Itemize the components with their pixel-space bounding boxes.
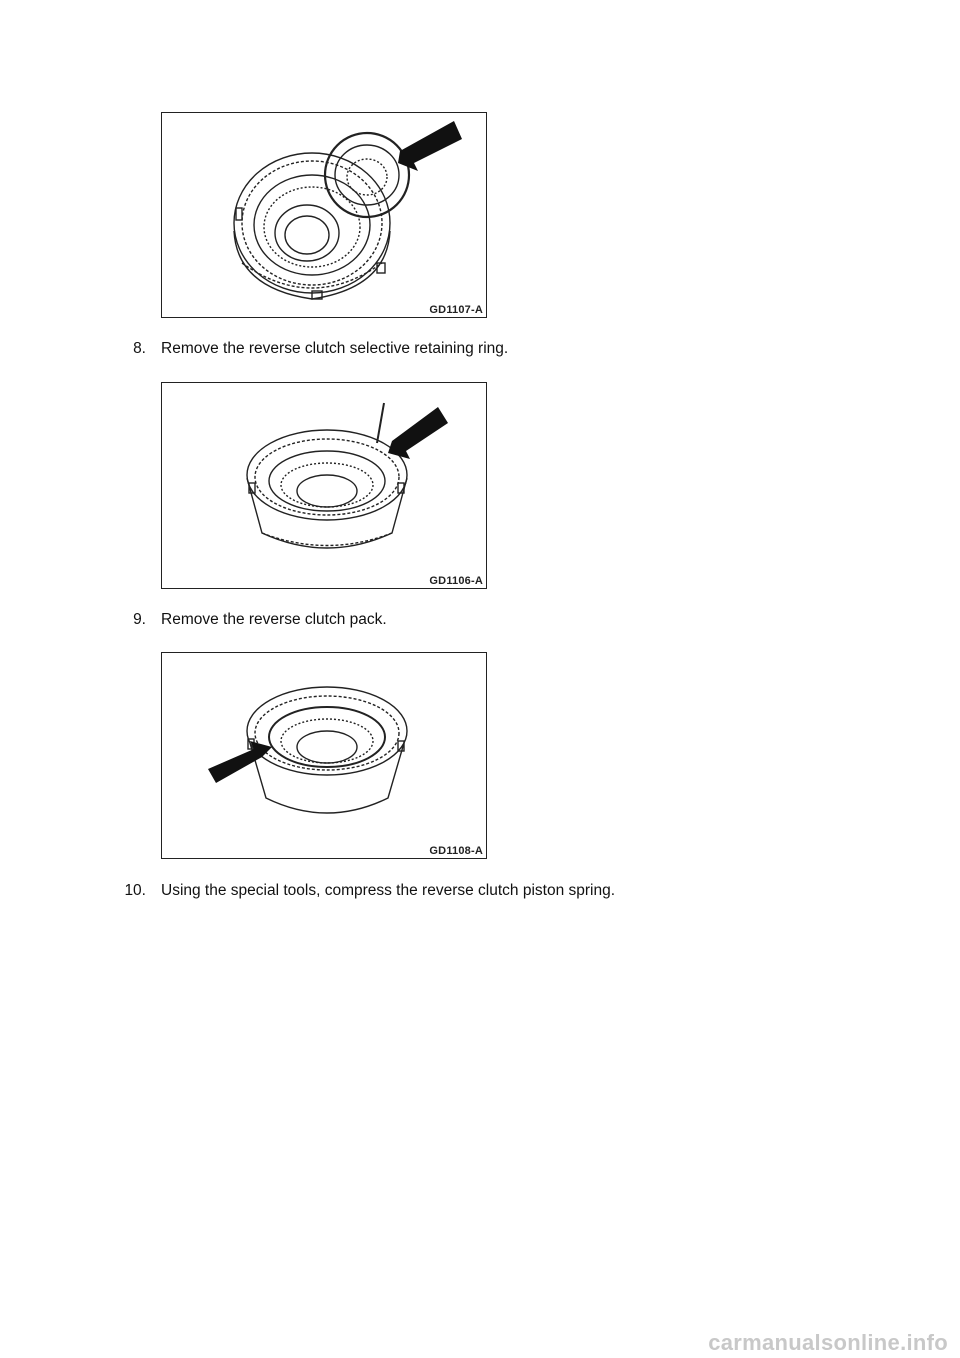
- clutch-pack-illustration: [162, 653, 487, 859]
- step-text: Using the special tools, compress the reverse clutch piston spring.: [161, 882, 616, 899]
- figure-gd1108: [161, 652, 487, 859]
- step-text: Remove the reverse clutch pack.: [161, 611, 387, 628]
- figure-code: GD1108-A: [429, 845, 483, 857]
- step-number: 9.: [133, 611, 146, 628]
- clutch-drum-retaining-ring-illustration: [162, 383, 487, 589]
- figure-gd1107: [161, 112, 487, 318]
- figure-code: GD1107-A: [429, 304, 483, 316]
- figure-gd1106: [161, 382, 487, 589]
- clutch-drum-with-ring-illustration: [162, 113, 487, 318]
- watermark: carmanualsonline.info: [708, 1330, 948, 1355]
- step-number: 10.: [124, 882, 146, 899]
- step-text: Remove the reverse clutch selective retaining ring.: [161, 340, 509, 357]
- figure-code: GD1106-A: [429, 575, 483, 587]
- step-number: 8.: [133, 340, 146, 357]
